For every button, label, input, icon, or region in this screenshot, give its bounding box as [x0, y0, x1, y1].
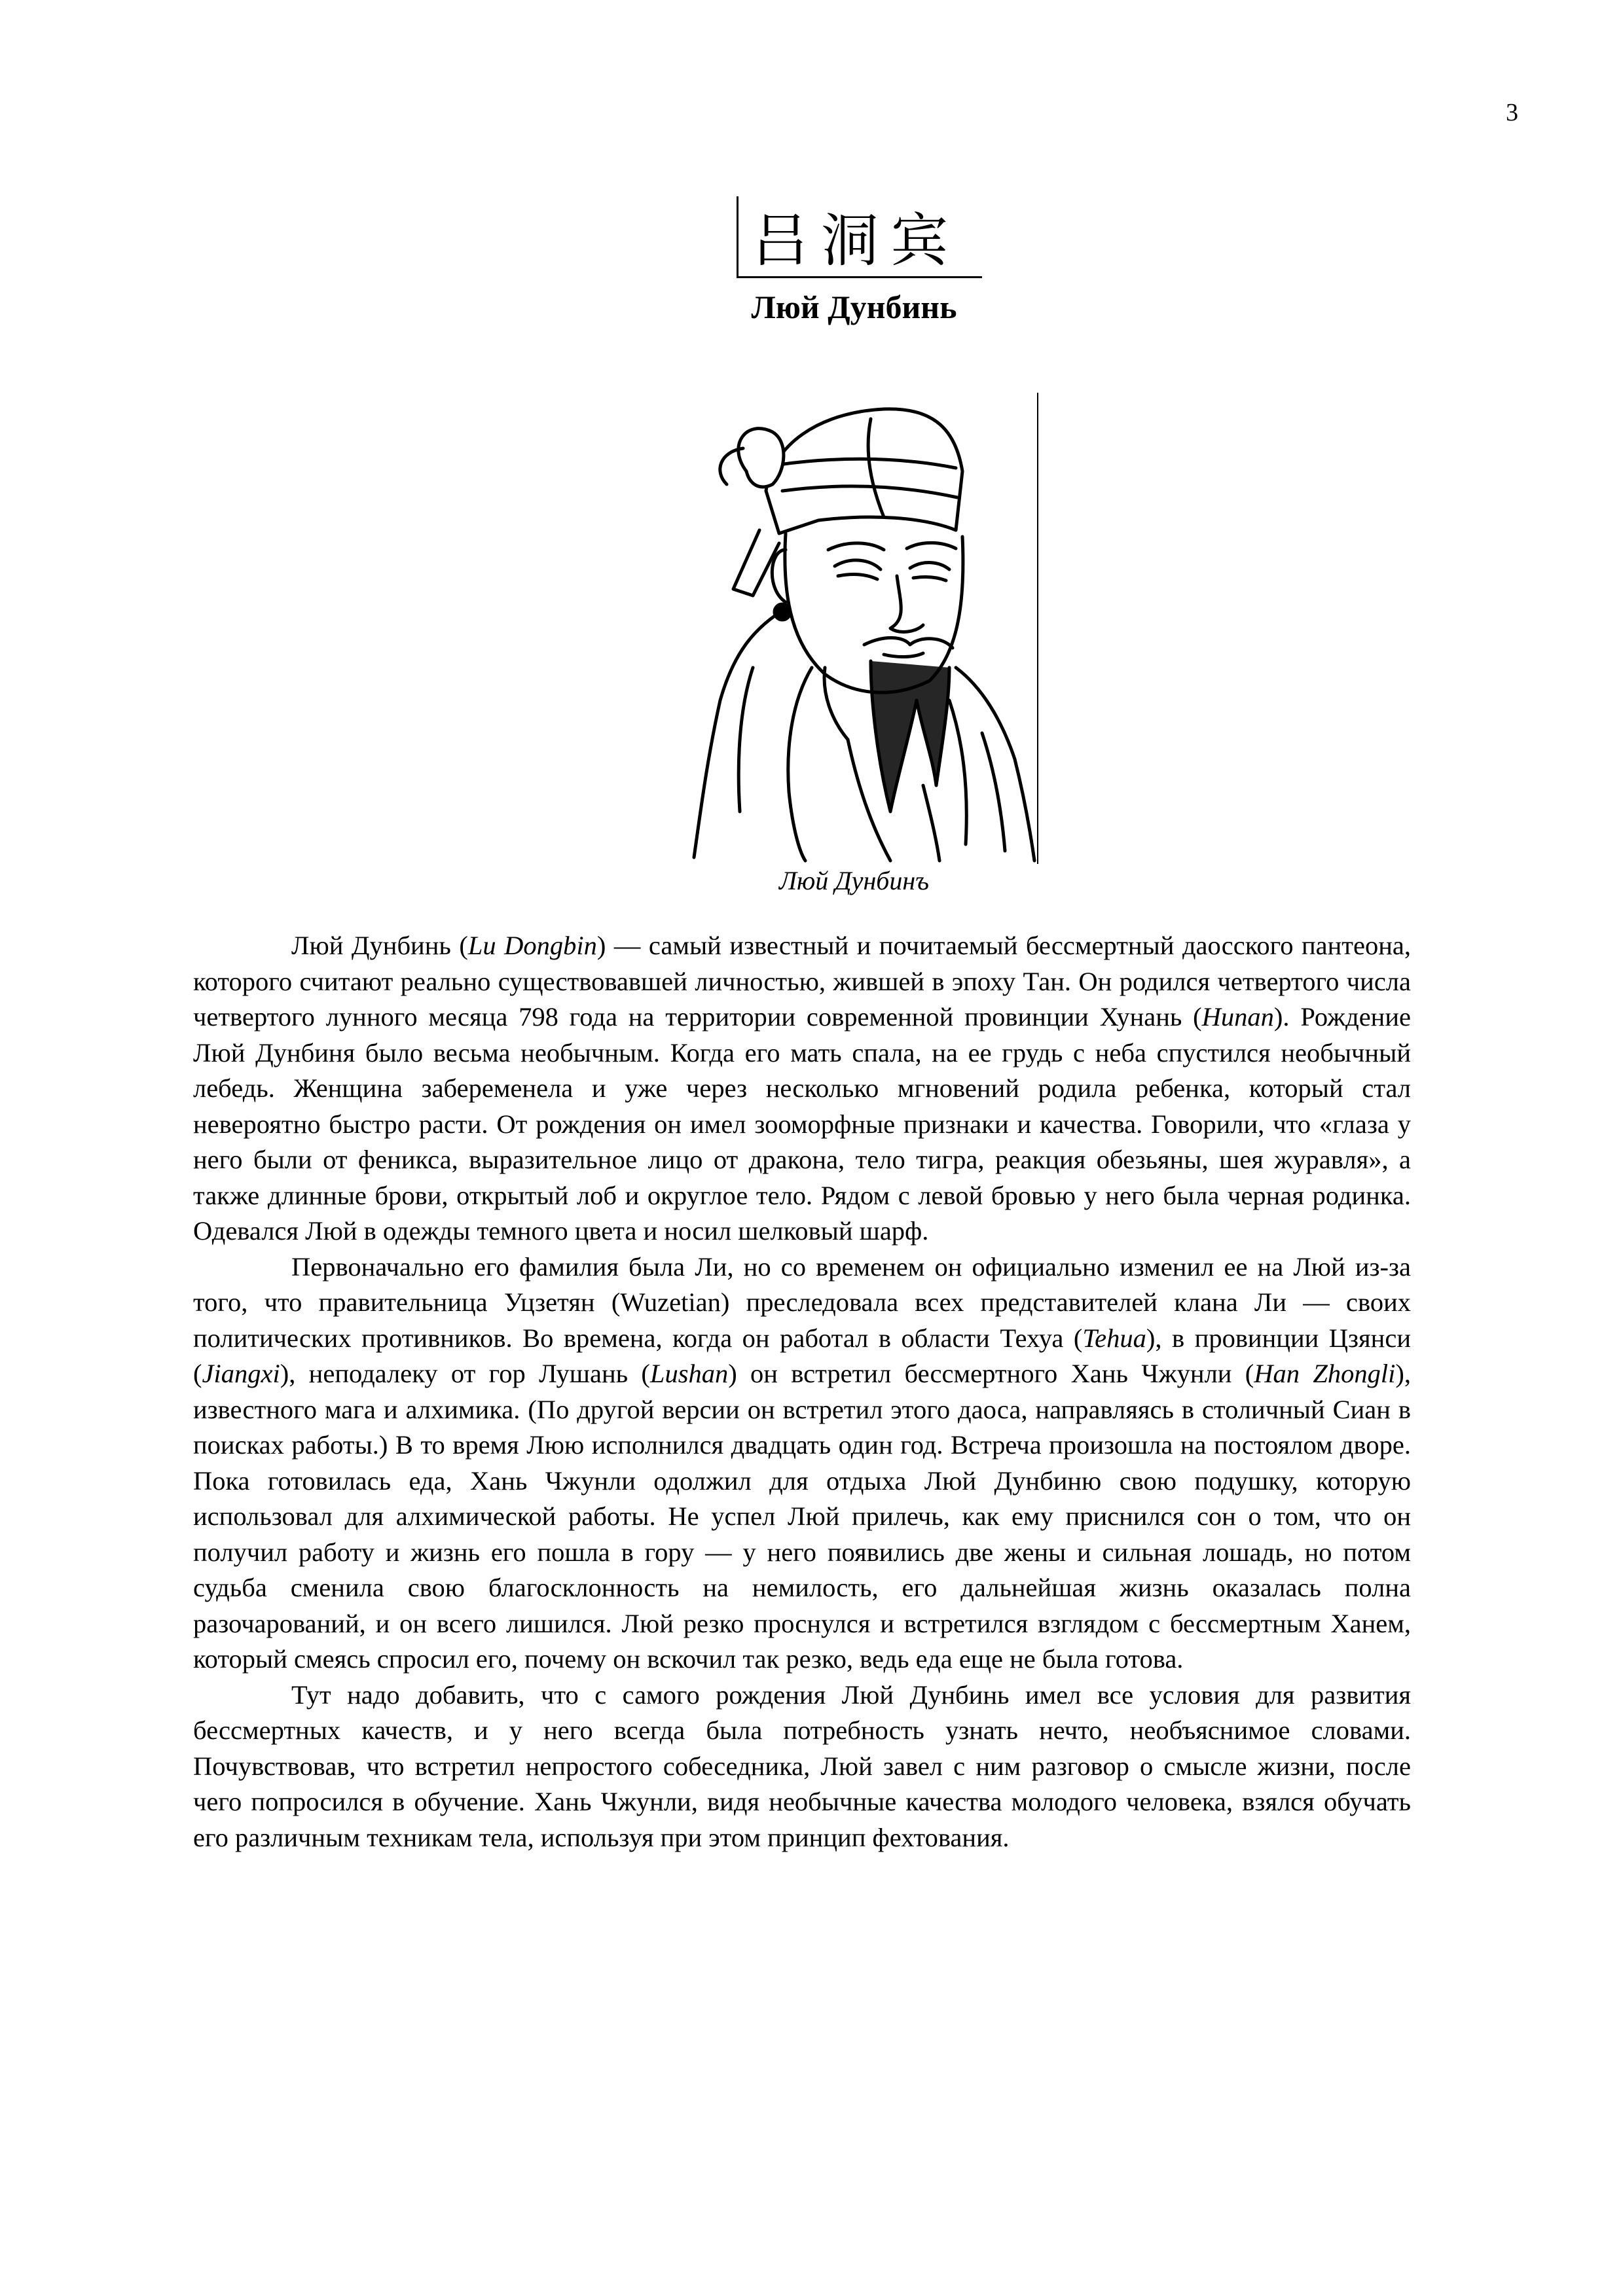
text-run: ), в провинции Цзянси (	[193, 1323, 1411, 1388]
paragraph	[193, 1249, 1411, 1677]
chinese-title: 吕洞宾	[752, 207, 960, 274]
transliteration: Jiangxi	[202, 1359, 280, 1388]
text-run: ), неподалеку от гор Лушань (	[280, 1359, 650, 1388]
page-number: 3	[1506, 99, 1518, 126]
text-run: ) он встретил бессмертного Хань Чжунли (	[728, 1359, 1254, 1388]
article-body	[193, 928, 1411, 1856]
text-run: Люй Дунбинь (	[291, 931, 468, 960]
text-run: Тут надо добавить, что с самого рождения Люй Дунбинь имел все условия для развития бессмертных качеств, и у него всегда была потребность узнать нечто, необъяснимое словами. Почувствовав, что встретил непростого собеседника, Люй завел с ним разговор о смысле жизни, после чего попросился в обучение. Хань Чжунли, видя необычные качества молодого человека, взялся обучать его различным техникам тела, используя при этом принцип фехтования.	[193, 1679, 1411, 1852]
transliteration: Han Zhongli	[1254, 1359, 1396, 1388]
paragraph	[193, 928, 1411, 1249]
transliteration: Hunan	[1201, 1002, 1274, 1031]
paragraph	[193, 1677, 1411, 1856]
text-run: Первоначально его фамилия была Ли, но со временем он официально изменил ее на Люй из-за того, что правительница Уцзетян (Wuzetian) преследовала всех представителей клана Ли — своих политических противников. Во времена, когда он работал в области Техуа (	[193, 1251, 1411, 1353]
transliteration: Lu Dongbin	[467, 931, 597, 960]
transliteration: Tehua	[1082, 1323, 1146, 1353]
text-run: ) — самый известный и почитаемый бессмертный даосского пантеона, которого считают реально существовавшей личностью, жившей в эпоху Тан. Он родился четвертого числа четвертого лунного месяца 798 года на территории современной провинции Хунань (	[193, 931, 1411, 1031]
text-run: ). Рождение Люй Дунбиня было весьма необычным. Когда его мать спала, на ее грудь с неба спустился необычный лебедь. Женщина забеременела и уже через несколько мгновений родила ребенка, который стал невероятно быстро расти. От рождения он имел зооморфные признаки и качества. Говорили, что «глаза у него были от феникса, выразительное лицо от дракона, тело тигра, реакция обезьяны, шея журавля», а также длинные брови, открытый лоб и округлое тело. Рядом с левой бровью у него была черная родинка. Одевался Люй в одежды темного цвета и носил шелковый шарф.	[193, 1002, 1411, 1246]
figure-caption: Люй Дунбинъ	[778, 866, 930, 895]
page-title: Люй Дунбинь	[751, 289, 957, 325]
portrait-illustration	[674, 393, 1041, 864]
transliteration: Lushan	[649, 1359, 729, 1388]
text-run: ), известного мага и алхимика. (По другой версии он встретил этого даоса, направляясь в столичный Сиан в поисках работы.) В то время Люю исполнился двадцать один год. Встреча произошла на постоялом дворе. Пока готовилась еда, Хань Чжунли одолжил для отдыха Люй Дунбиню свою подушку, которую использовал для алхимической работы. Не успел Люй прилечь, как ему приснился сон о том, что он получил работу и жизнь его пошла в гору — у него появились две жены и сильная лошадь, но потом судьба сменила свою благосклонность на немилость, его дальнейшая жизнь оказалась полна разочарований, и он всего лишился. Люй резко проснулся и встретился взглядом с бессмертным Ханем, который смеясь спросил его, почему он вскочил так резко, ведь еда еще не была готова.	[193, 1359, 1412, 1674]
